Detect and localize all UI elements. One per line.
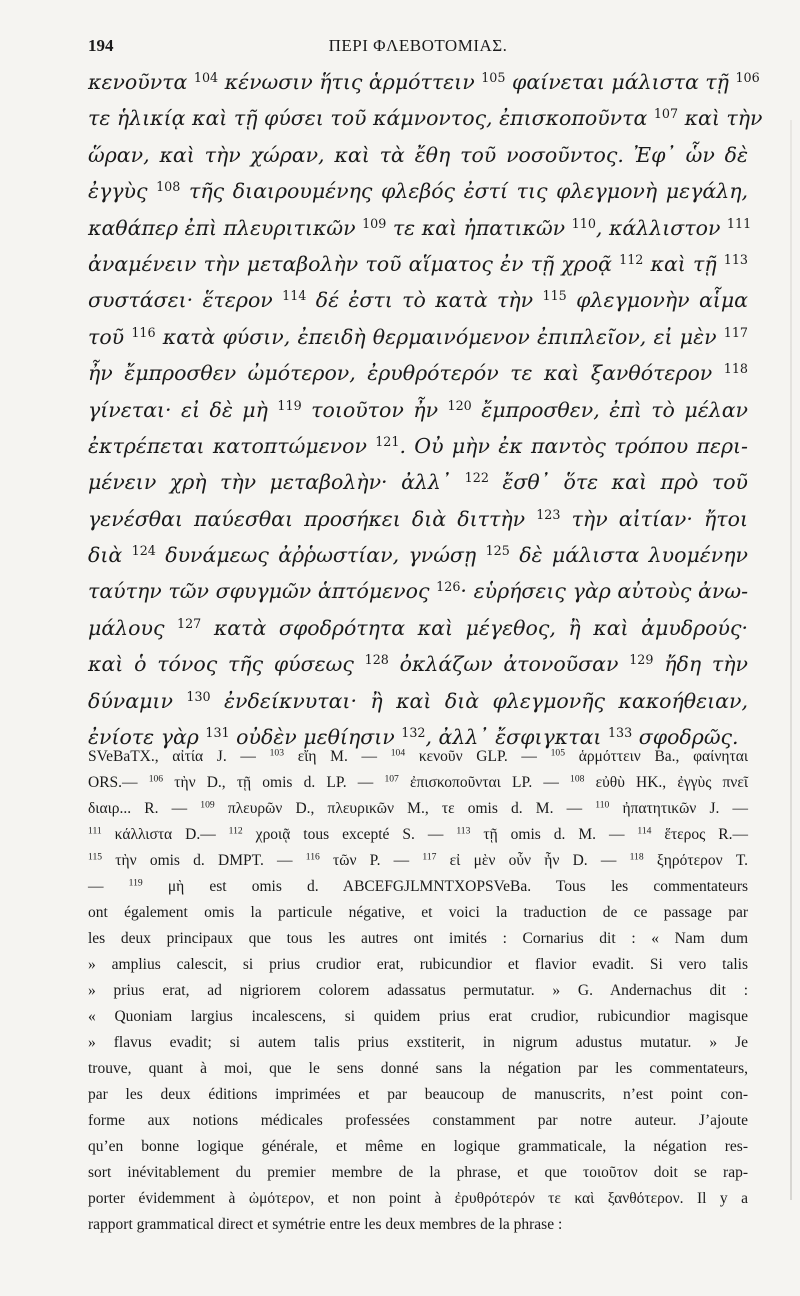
- footnote-marker: 123: [536, 506, 561, 522]
- footnote-marker: 116: [131, 324, 156, 340]
- footnote-marker: 114: [637, 825, 652, 837]
- footnote-line: sort inévitablement du premier membre de la phrase, et que τοιοῦτον doit se rap-: [88, 1164, 748, 1181]
- footnote-line: trouve, quant à moi, que le sens donné sans la négation par les commentateurs,: [88, 1060, 748, 1077]
- footnotes-block: [88, 744, 748, 1238]
- footnote-line: porter évidemment à ὠμότερον, et non point à ἐρυθρότερόν τε καὶ ξανθότερον. Il y a: [88, 1190, 748, 1207]
- footnote-marker: 105: [550, 747, 565, 759]
- footnote-marker: 109: [362, 215, 387, 231]
- greek-text-line: ἐγγὺς $^{108}$ τῆς διαιρουμένης φλεβός ἐστί τις φλεγμονὴ μεγάλη,: [88, 179, 749, 204]
- greek-text-line: τοῦ $^{116}$ κατὰ φύσιν, ἐπειδὴ θερμαινόμενον ἐπιπλεῖον, εἰ μὲν $^{117}$: [88, 324, 748, 349]
- footnote-marker: 109: [200, 799, 215, 811]
- greek-text-line: συστάσει· ἕτερον $^{114}$ δέ ἐστι τὸ κατὰ τὴν $^{115}$ φλεγμονὴν αἷμα: [88, 288, 748, 313]
- footnote-marker: 132: [401, 725, 426, 741]
- footnote-line: διαιρ... R. — $^{109}$ πλευρῶν D., πλευρικῶν M., τε omis d. M. — $^{110}$ ἠπατητικῶν J. —: [88, 799, 748, 817]
- greek-text-block: [88, 64, 763, 755]
- footnote-line: forme aux notions médicales professées constamment par notre auteur. J’ajoute: [88, 1112, 748, 1129]
- greek-text-line: ἦν ἔμπροσθεν ὠμότερον, ἐρυθρότερόν τε καὶ ξανθότερον $^{118}$: [88, 361, 748, 386]
- greek-text-line: γενέσθαι παύεσθαι προσήκει διὰ διττὴν $^{123}$ τὴν αἰτίαν· ἤτοι: [88, 506, 748, 531]
- page-header: [88, 36, 748, 60]
- footnote-marker: 108: [570, 773, 585, 785]
- footnote-marker: 124: [131, 543, 156, 559]
- footnote-marker: 127: [177, 615, 202, 631]
- footnote-line: » prius erat, ad nigriorem colorem adassatus permutatur. » G. Andernachus dit :: [88, 982, 748, 999]
- footnote-line: qu’en bonne logique générale, et même en logique grammaticale, la négation res-: [88, 1138, 748, 1155]
- footnote-line: ORS.— $^{106}$ τὴν D., τῇ omis d. LP. — $^{107}$ ἐπισκοποῦνται LP. — $^{108}$ εὐθὺ HK., ἐγγὺς πνεῖ: [88, 773, 748, 791]
- greek-text-line: μάλους $^{127}$ κατὰ σφοδρότητα καὶ μέγεθος, ἢ καὶ ἀμυδρούς·: [88, 615, 748, 640]
- page-edge-shadow: [790, 120, 792, 1200]
- footnote-marker: 125: [485, 543, 510, 559]
- footnote-marker: 129: [629, 652, 654, 668]
- greek-text-line: ὥραν, καὶ τὴν χώραν, καὶ τὰ ἔθη τοῦ νοσοῦντος. Ἐφ᾽ ὧν δὲ: [88, 142, 748, 167]
- footnote-marker: 107: [653, 106, 679, 122]
- footnote-marker: 112: [619, 251, 644, 267]
- footnote-marker: 111: [726, 215, 752, 231]
- footnote-marker: 112: [228, 825, 243, 837]
- footnote-marker: 133: [607, 725, 633, 741]
- greek-text-line: τε ἡλικίᾳ καὶ τῇ φύσει τοῦ κάμνοντος, ἐπισκοποῦντα $^{107}$ καὶ τὴν: [88, 106, 763, 131]
- footnote-marker: 122: [464, 470, 489, 486]
- footnote-line: rapport grammatical direct et symétrie entre les deux membres de la phrase :: [88, 1216, 563, 1233]
- greek-text-line: ἐκτρέπεται κατοπτώμενον $^{121}$. Οὐ μὴν ἐκ παντὸς τρόπου περι-: [88, 433, 748, 458]
- footnote-marker: 117: [422, 851, 437, 863]
- greek-text-line: μένειν χρὴ τὴν μεταβολὴν· ἀλλ᾽ $^{122}$ ἔσθ᾽ ὅτε καὶ πρὸ τοῦ: [88, 470, 748, 495]
- footnote-line: SVeBaTX., αἰτία J. — $^{103}$ εἴη M. — $^{104}$ κενοῦν GLP. — $^{105}$ ἁρμόττειν Ba., φαίνηται: [88, 747, 748, 765]
- footnote-marker: 116: [305, 851, 320, 863]
- greek-text-line: κενοῦντα $^{104}$ κένωσιν ἥτις ἁρμόττειν $^{105}$ φαίνεται μάλιστα τῇ $^{106}$: [88, 70, 760, 94]
- footnote-line: » amplius calescit, si prius crudior erat, rubicundior et flavior evadit. Si vero talis: [88, 956, 748, 973]
- footnote-marker: 107: [384, 773, 399, 785]
- page-number: 194: [88, 36, 114, 55]
- footnote-marker: 119: [277, 397, 302, 413]
- footnote-marker: 106: [148, 773, 164, 785]
- greek-text-line: καθάπερ ἐπὶ πλευριτικῶν $^{109}$ τε καὶ ἠπατικῶν $^{110}$, κάλλιστον $^{111}$: [88, 215, 752, 240]
- footnote-marker: 106: [735, 70, 760, 86]
- footnote-marker: 113: [456, 825, 471, 837]
- footnote-marker: 131: [205, 725, 230, 741]
- footnote-marker: 126: [436, 579, 461, 595]
- footnote-marker: 104: [390, 747, 406, 759]
- greek-text-line: δύναμιν $^{130}$ ἐνδείκνυται· ἢ καὶ διὰ φλεγμονῆς κακοήθειαν,: [88, 688, 748, 713]
- footnote-marker: 113: [723, 251, 748, 267]
- footnote-marker: 115: [88, 851, 103, 863]
- footnote-marker: 117: [723, 324, 748, 340]
- greek-text-line: διὰ $^{124}$ δυνάμεως ἀῤῥωστίαν, γνώσῃ $^{125}$ δὲ μάλιστα λυομένην: [88, 543, 748, 568]
- footnote-marker: 120: [447, 397, 472, 413]
- footnote-line: ont également omis la particule négative, et voici la traduction de ce passage par: [88, 904, 748, 921]
- greek-text-line: ταύτην τῶν σφυγμῶν ἁπτόμενος $^{126}$· εὑρήσεις γὰρ αὐτοὺς ἀνω-: [88, 579, 748, 604]
- greek-text-line: καὶ ὁ τόνος τῆς φύσεως $^{128}$ ὀκλάζων ἀτονοῦσαν $^{129}$ ἤδη τὴν: [88, 652, 748, 677]
- footnote-line: les deux principaux que tous les autres ont imités : Cornarius dit : « Nam dum: [88, 930, 748, 947]
- greek-text-line: ἀναμένειν τὴν μεταβολὴν τοῦ αἵματος ἐν τῇ χροᾷ $^{112}$ καὶ τῇ $^{113}$: [88, 251, 748, 276]
- footnote-marker: 130: [186, 688, 211, 704]
- footnote-marker: 108: [156, 179, 181, 195]
- footnote-line: par les deux éditions imprimées et par beaucoup de manuscrits, n’est point con-: [88, 1086, 748, 1103]
- footnote-marker: 103: [269, 747, 284, 759]
- greek-text-line: γίνεται· εἰ δὲ μὴ $^{119}$ τοιοῦτον ἦν $^{120}$ ἔμπροσθεν, ἐπὶ τὸ μέλαν: [88, 397, 749, 422]
- greek-text-line: ἐνίοτε γὰρ $^{131}$ οὐδὲν μεθίησιν $^{132}$, ἀλλ᾽ ἔσφιγκται $^{133}$ σφοδρῶς.: [88, 725, 739, 750]
- footnote-marker: 119: [128, 877, 143, 889]
- footnote-line: — $^{119}$ μὴ est omis d. ABCEFGJLMNTXOPSVeBa. Tous les commentateurs: [88, 877, 749, 895]
- footnote-marker: 121: [375, 433, 400, 449]
- footnote-line: $^{115}$ τὴν omis d. DMPT. — $^{116}$ τῶν P. — $^{117}$ εἰ μὲν οὖν ἦν D. — $^{118}$ ξηρότερον T.: [88, 851, 749, 869]
- footnote-marker: 114: [282, 288, 307, 304]
- footnote-marker: 118: [629, 851, 644, 863]
- footnote-line: $^{111}$ κάλλιστα D.— $^{112}$ χροιᾷ tous excepté S. — $^{113}$ τῇ omis d. M. — $^{114}$ ἕτερος R.—: [88, 825, 748, 843]
- footnote-marker: 128: [364, 652, 389, 668]
- footnote-marker: 118: [723, 361, 748, 377]
- footnote-marker: 115: [542, 288, 567, 304]
- footnote-line: « Quoniam largius incalescens, si quidem prius erat crudior, rubicundior magisque: [88, 1008, 748, 1025]
- footnote-marker: 104: [193, 70, 219, 86]
- running-head: ΠΕΡΙ ΦΛΕΒΟΤΟΜΙΑΣ.: [328, 36, 508, 55]
- footnote-marker: 105: [481, 70, 506, 86]
- footnote-marker: 110: [595, 799, 610, 811]
- footnote-marker: 111: [88, 825, 102, 837]
- footnote-line: » flavus evadit; si autem talis prius exstiterit, in nigrum adustus mutatur. » Je: [88, 1034, 748, 1051]
- footnote-marker: 110: [571, 215, 596, 231]
